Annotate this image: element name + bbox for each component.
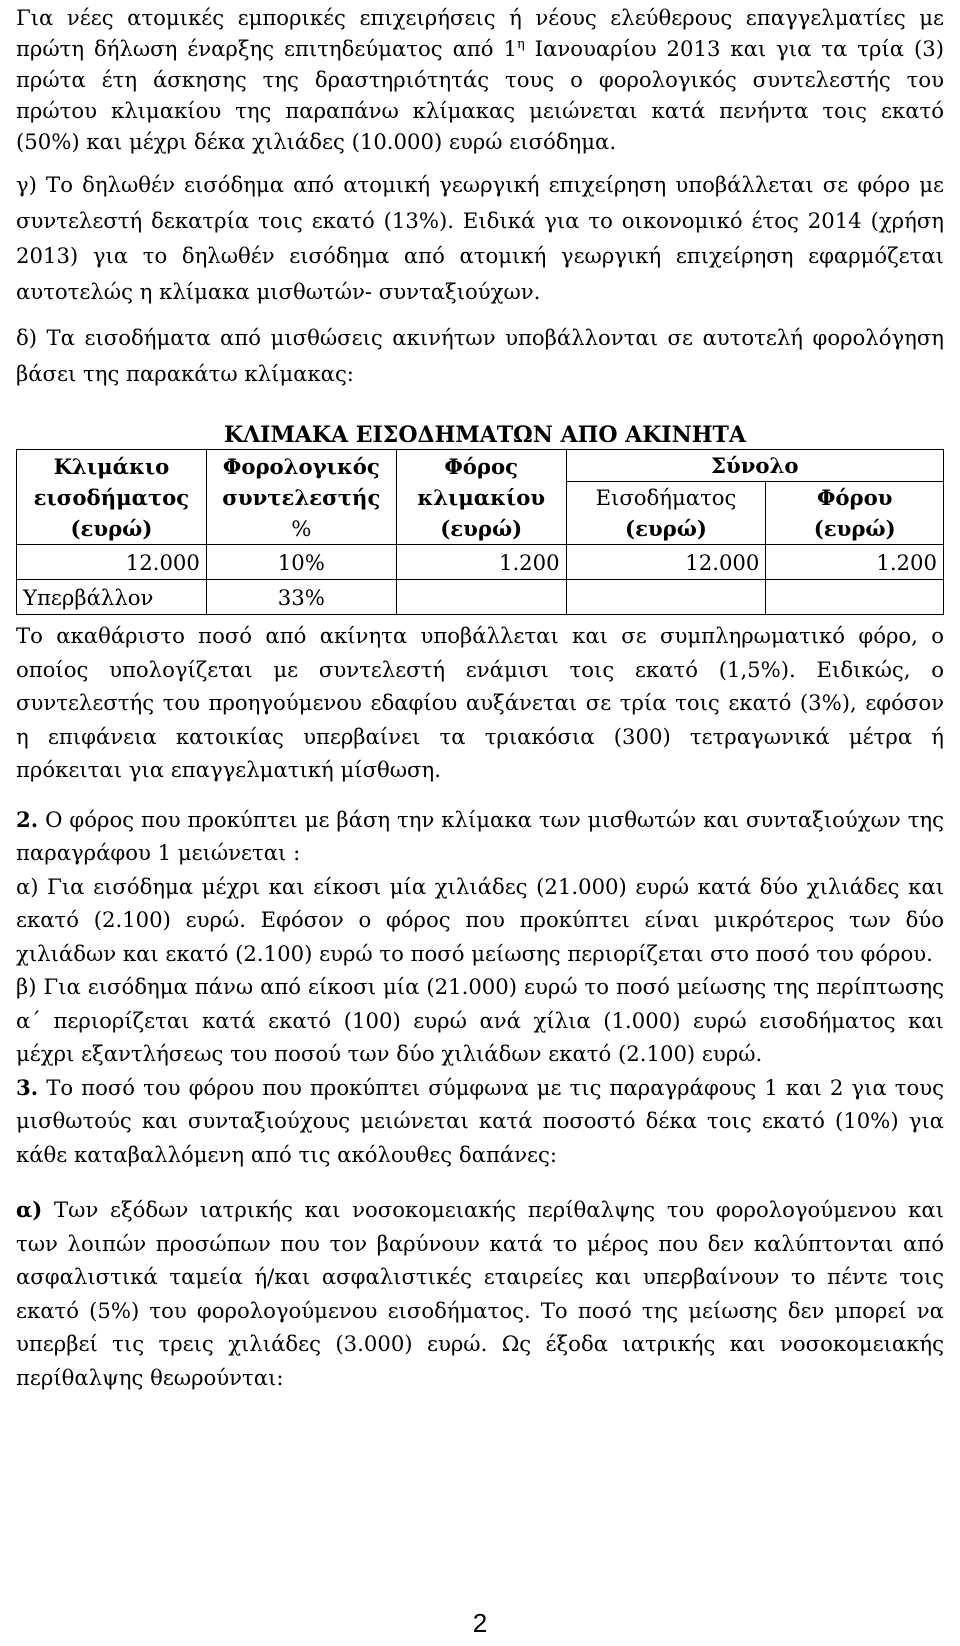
section-2 bbox=[16, 803, 944, 1172]
table-cell bbox=[396, 580, 566, 615]
section-2-intro bbox=[16, 803, 944, 870]
paragraph-gamma: γ) Το δηλωθέν εισόδημα από ατομική γεωργική επιχείρηση υποβάλλεται σε φόρο με συντελεστή δεκατρία τοις εκατό (13%). Ειδικά για το οικονομικό έτος 2014 (χρήση 2013) για το δηλωθέν εισόδημα από ατομική γεωργική επιχείρηση εφαρμόζεται αυτοτελώς η κλίμακα μισθωτών- συνταξιούχων. bbox=[16, 172, 944, 304]
table-header-row bbox=[17, 450, 944, 482]
table-cell: 1.200 bbox=[396, 545, 566, 580]
section-number: 2. bbox=[16, 806, 39, 832]
header-total-group: Σύνολο bbox=[566, 450, 943, 482]
table-cell bbox=[766, 580, 944, 615]
paragraph-supplementary-tax: Το ακαθάριστο ποσό από ακίνητα υποβάλλεται και σε συμπληρωματικό φόρο, ο οποίος υπολογίζεται με συντελεστή ενάμισι τοις εκατό (1,5%). Ειδικώς, ο συντελεστής του προηγούμενου εδαφίου αυξάνεται σε τρία τοις εκατό (3%), εφόσον η επιφάνεια κατοικίας υπερβαίνει τα τριακόσια (300) τετραγωνικά μέτρα ή πρόκειται για επαγγελματική μίσθωση. bbox=[16, 623, 944, 782]
table-cell: 12.000 bbox=[566, 545, 766, 580]
header-bracket-tax: Φόρος κλιμακίου (ευρώ) bbox=[396, 450, 566, 545]
section-3-alpha bbox=[16, 1193, 944, 1394]
paragraph-text: Των εξόδων ιατρικής και νοσοκομειακής περίθαλψης του φορολογούμενου και των λοιπών προσώπων που τον βαρύνουν κατά το μέρος που δεν καλύπτονται από ασφαλιστικά ταμεία ή/και ασφαλιστικές εταιρείες και υπερβαίνουν το πέντε τοις εκατό (5%) του φορολογούμενου εισοδήματος. Το ποσό της μείωσης δεν μπορεί να υπερβεί τις τρεις χιλιάδες (3.000) ευρώ. Ως έξοδα ιατρικής και νοσοκομειακής περίθαλψης θεωρούνται: bbox=[16, 1197, 944, 1390]
table-row bbox=[17, 545, 944, 580]
section-2-alpha: α) Για εισόδημα μέχρι και είκοσι μία χιλιάδες (21.000) ευρώ κατά δύο χιλιάδες και εκατό (2.100) ευρώ. Εφόσον ο φόρος που προκύπτει είναι μικρότερος των δύο χιλιάδων και εκατό (2.100) ευρώ το ποσό μείωσης περιορίζεται στο ποσό του φόρου. bbox=[16, 873, 944, 966]
table-cell: Υπερβάλλον bbox=[17, 580, 207, 615]
header-income-bracket: Κλιμάκιο εισοδήματος (ευρώ) bbox=[17, 450, 207, 545]
header-total-tax: Φόρου (ευρώ) bbox=[766, 482, 944, 545]
table-cell: 1.200 bbox=[766, 545, 944, 580]
paragraph-delta: δ) Τα εισοδήματα από μισθώσεις ακινήτων υποβάλλονται σε αυτοτελή φορολόγηση βάσει της παρακάτω κλίμακας: bbox=[16, 325, 944, 386]
section-number: 3. bbox=[16, 1074, 39, 1100]
paragraph-new-businesses bbox=[16, 0, 944, 157]
table-cell: 10% bbox=[206, 545, 396, 580]
rental-income-scale-table bbox=[16, 449, 944, 615]
table-row bbox=[17, 580, 944, 615]
header-total-income: Εισοδήματος (ευρώ) bbox=[566, 482, 766, 545]
page-number: 2 bbox=[472, 1608, 488, 1638]
paragraph-text: Ιανουαρίου 2013 και για τα τρία (3) πρώτα έτη άσκησης της δραστηριότητάς τους ο φορολογικός συντελεστής του πρώτου κλιμακίου της παραπάνω κλίμακας μειώνεται κατά πενήντα τοις εκατό (50%) και μέχρι δέκα χιλιάδες (10.000) ευρώ εισόδημα. bbox=[16, 36, 944, 154]
paragraph-text: Το ποσό του φόρου που προκύπτει σύμφωνα με τις παραγράφους 1 και 2 για τους μισθωτούς και συνταξιούχους μειώνεται κατά ποσοστό δέκα τοις εκατό (10%) για κάθε καταβαλλόμενη από τις ακόλουθες δαπάνες: bbox=[16, 1074, 944, 1167]
document-page bbox=[16, 0, 944, 1394]
table-cell: 33% bbox=[206, 580, 396, 615]
section-3-intro bbox=[16, 1071, 944, 1172]
table-cell: 12.000 bbox=[17, 545, 207, 580]
header-tax-rate: Φορολογικός συντελεστής % bbox=[206, 450, 396, 545]
table-title: ΚΛΙΜΑΚΑ ΕΙΣΟΔΗΜΑΤΩΝ ΑΠΟ ΑΚΙΝΗΤΑ bbox=[223, 422, 747, 448]
paragraph-text: Ο φόρος που προκύπτει με βάση την κλίμακα των μισθωτών και συνταξιούχων της παραγράφου 1 μειώνεται : bbox=[16, 806, 944, 865]
paragraph-text: Για νέες ατομικές εμπορικές επιχειρήσεις ή νέους ελεύθερους επαγγελματίες με πρώτη δήλωση έναρξης επιτηδεύματος από 1 bbox=[16, 5, 944, 61]
item-label: α) bbox=[16, 1197, 43, 1222]
ordinal-superscript: η bbox=[516, 36, 525, 52]
section-2-beta: β) Για εισόδημα πάνω από είκοσι μία (21.000) ευρώ το ποσό μείωσης της περίπτωσης α΄ περιορίζεται κατά εκατό (100) ευρώ ανά χίλια (1.000) ευρώ εισοδήματος και μέχρι εξαντλήσεως του ποσού των δύο χιλιάδων εκατό (2.100) ευρώ. bbox=[16, 974, 944, 1066]
table-cell bbox=[566, 580, 766, 615]
